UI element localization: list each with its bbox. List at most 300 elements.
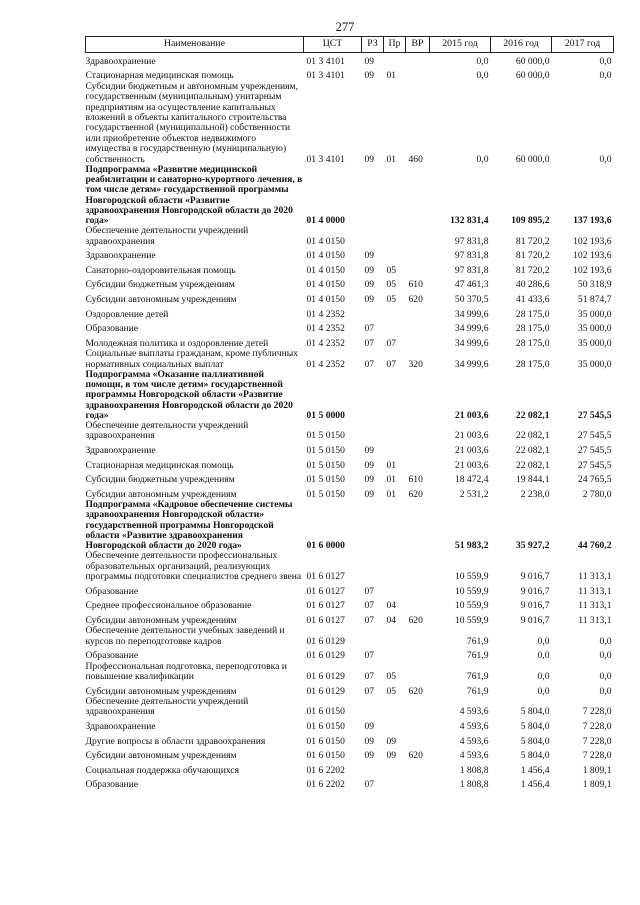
row-value-2016: 5 804,0	[520, 720, 550, 732]
row-vr	[406, 776, 430, 791]
row-value-2016: 81 720,2	[515, 250, 550, 262]
row-pr: 01	[386, 488, 397, 500]
row-pr	[384, 718, 406, 733]
row-value-2016: 28 175,0	[515, 337, 550, 349]
row-vr	[406, 67, 430, 82]
row-value-2017: 35 000,0	[577, 308, 612, 320]
row-rz: 09	[364, 750, 375, 762]
row-pr	[384, 762, 406, 777]
row-value-2016: 22 082,1	[515, 459, 550, 471]
row-cst: 01 6 0127	[306, 585, 345, 597]
row-value-2017: 11 313,1	[578, 614, 612, 626]
row-value-2016: 0,0	[537, 685, 550, 697]
table-row	[86, 486, 614, 501]
row-cst: 01 6 0127	[306, 614, 345, 626]
row-value-2017: 1 809,1	[582, 764, 612, 776]
row-value-2017: 102 193,6	[573, 235, 612, 247]
row-rz: 09	[364, 70, 375, 82]
row-pr: 01	[386, 70, 397, 82]
row-name: Образование	[85, 323, 139, 335]
row-vr	[406, 226, 430, 247]
table-row	[86, 247, 614, 262]
row-pr: 04	[386, 600, 397, 612]
row-pr: 05	[386, 670, 397, 682]
row-vr	[406, 305, 430, 320]
row-rz: 09	[364, 153, 375, 165]
row-rz: 07	[364, 685, 375, 697]
row-name: Субсидии автономным учреждениям	[85, 750, 237, 762]
row-value-2017: 11 313,1	[578, 570, 612, 582]
row-value-2016: 41 433,6	[515, 293, 550, 305]
row-rz: 09	[364, 459, 375, 471]
row-name: Здравоохранение	[85, 55, 156, 67]
row-rz: 07	[364, 358, 375, 370]
row-value-2017: 35 000,0	[577, 323, 612, 335]
row-value-2016: 60 000,0	[515, 55, 550, 67]
table-row	[86, 747, 614, 762]
row-vr: 320	[408, 358, 423, 370]
row-name: Обеспечение деятельности учреждений здравоохранения	[85, 419, 249, 442]
row-name: Профессиональная подготовка, переподготовка и повышение квалификации	[85, 660, 287, 682]
row-cst: 01 6 0000	[306, 539, 345, 551]
row-rz	[362, 370, 384, 421]
row-cst: 01 4 0150	[306, 250, 345, 262]
row-pr	[384, 226, 406, 247]
row-value-2015: 10 559,9	[454, 600, 489, 612]
row-value-2017: 7 228,0	[582, 735, 612, 747]
row-value-2016: 22 082,1	[515, 430, 550, 442]
row-value-2015: 34 999,6	[454, 308, 489, 320]
row-value-2015: 21 003,6	[454, 444, 489, 456]
row-cst: 01 6 0150	[306, 720, 345, 732]
row-cst: 01 3 4101	[306, 70, 345, 82]
row-value-2017: 24 765,5	[577, 474, 612, 486]
row-value-2015: 4 593,6	[459, 706, 489, 718]
row-pr	[384, 776, 406, 791]
row-value-2015: 761,9	[466, 685, 489, 697]
row-pr: 01	[386, 153, 397, 165]
table-row	[86, 612, 614, 627]
row-pr	[384, 551, 406, 582]
row-pr	[384, 305, 406, 320]
header-2015: 2015 год	[430, 37, 491, 53]
table-row	[86, 718, 614, 733]
row-vr: 620	[408, 293, 423, 305]
table-row	[86, 471, 614, 486]
row-cst: 01 4 0150	[306, 264, 345, 276]
row-value-2015: 10 559,9	[454, 614, 489, 626]
row-value-2016: 0,0	[537, 650, 550, 662]
row-value-2017: 50 318,9	[577, 279, 612, 291]
row-value-2015: 51 983,2	[454, 539, 489, 551]
row-cst: 01 6 0150	[306, 735, 345, 747]
table-row	[86, 305, 614, 320]
table-row	[86, 276, 614, 291]
row-value-2015: 1 808,8	[459, 779, 489, 791]
row-value-2016: 22 082,1	[515, 409, 550, 421]
row-name: Молодежная политика и оздоровление детей	[85, 337, 269, 349]
row-pr: 05	[386, 685, 397, 697]
row-value-2017: 0,0	[599, 635, 612, 647]
row-cst: 01 6 0150	[306, 750, 345, 762]
row-pr: 07	[386, 358, 397, 370]
row-pr	[384, 697, 406, 718]
row-cst: 01 6 2202	[306, 779, 345, 791]
row-name: Образование	[85, 779, 139, 791]
row-rz: 09	[364, 250, 375, 262]
row-vr	[406, 582, 430, 597]
table-row	[86, 226, 614, 247]
row-value-2015: 21 003,6	[454, 409, 489, 421]
row-name: Субсидии автономным учреждениям	[85, 614, 237, 626]
row-cst: 01 6 0129	[306, 670, 345, 682]
row-value-2016: 9 016,7	[520, 600, 550, 612]
budget-table	[85, 36, 614, 791]
header-vr: ВР	[406, 37, 430, 53]
row-vr	[406, 732, 430, 747]
row-value-2015: 0,0	[476, 153, 489, 165]
row-rz: 07	[364, 585, 375, 597]
header-rz: РЗ	[362, 37, 384, 53]
table-row	[86, 597, 614, 612]
row-pr: 05	[386, 293, 397, 305]
row-pr: 04	[386, 614, 397, 626]
row-vr: 460	[408, 153, 423, 165]
table-row	[86, 776, 614, 791]
row-vr: 620	[408, 488, 423, 500]
row-vr: 620	[408, 750, 423, 762]
row-vr	[406, 370, 430, 421]
row-vr	[406, 662, 430, 683]
row-value-2017: 11 313,1	[578, 600, 612, 612]
row-value-2017: 35 000,0	[577, 337, 612, 349]
row-vr	[406, 165, 430, 226]
row-value-2016: 9 016,7	[520, 570, 550, 582]
row-cst: 01 4 0150	[306, 279, 345, 291]
row-pr: 05	[386, 279, 397, 291]
table-header	[86, 37, 614, 53]
row-name: Стационарная медицинская помощь	[85, 459, 234, 471]
row-rz: 07	[364, 614, 375, 626]
row-cst: 01 3 4101	[306, 153, 345, 165]
row-cst: 01 6 0127	[306, 570, 345, 582]
row-name: Оздоровление детей	[85, 308, 169, 320]
row-value-2015: 10 559,9	[454, 570, 489, 582]
row-value-2016: 9 016,7	[520, 585, 550, 597]
row-value-2017: 0,0	[599, 153, 612, 165]
row-value-2016: 28 175,0	[515, 308, 550, 320]
row-name: Образование	[85, 650, 139, 662]
row-value-2015: 4 593,6	[459, 750, 489, 762]
table-row	[86, 626, 614, 647]
row-value-2017: 27 545,5	[577, 409, 612, 421]
row-value-2017: 7 228,0	[582, 720, 612, 732]
row-value-2015: 97 831,8	[454, 264, 489, 276]
row-rz	[362, 762, 384, 777]
row-cst: 01 5 0150	[306, 459, 345, 471]
row-value-2015: 132 831,4	[450, 214, 489, 226]
row-value-2015: 10 559,9	[454, 585, 489, 597]
table-row	[86, 647, 614, 662]
table-row	[86, 762, 614, 777]
row-cst: 01 4 2352	[306, 308, 345, 320]
row-value-2016: 5 804,0	[520, 735, 550, 747]
row-vr	[406, 647, 430, 662]
table-row	[86, 500, 614, 551]
table-row	[86, 165, 614, 226]
row-value-2016: 60 000,0	[515, 70, 550, 82]
row-rz: 09	[364, 55, 375, 67]
row-pr	[384, 165, 406, 226]
row-rz	[362, 697, 384, 718]
row-pr	[384, 320, 406, 335]
header-pr: Пр	[384, 37, 406, 53]
row-pr: 09	[386, 735, 397, 747]
row-vr: 620	[408, 614, 423, 626]
row-cst: 01 6 0127	[306, 600, 345, 612]
row-vr: 610	[408, 279, 423, 291]
row-value-2017: 27 545,5	[577, 430, 612, 442]
row-value-2016: 109 895,2	[511, 214, 550, 226]
page-number: 277	[335, 20, 355, 34]
row-pr: 01	[386, 474, 397, 486]
row-value-2015: 34 999,6	[454, 337, 489, 349]
row-name: Субсидии бюджетным учреждениям	[85, 279, 235, 291]
row-cst: 01 6 0150	[306, 706, 345, 718]
table-row	[86, 320, 614, 335]
row-pr	[384, 582, 406, 597]
row-value-2015: 34 999,6	[454, 358, 489, 370]
row-value-2017: 27 545,5	[577, 444, 612, 456]
row-pr: 07	[386, 337, 397, 349]
table-row	[86, 262, 614, 277]
row-value-2017: 35 000,0	[577, 358, 612, 370]
table-row	[86, 551, 614, 582]
row-vr	[406, 500, 430, 551]
row-vr: 610	[408, 474, 423, 486]
row-name: Субсидии бюджетным и автономным учреждениям, государственным (муниципальным) унитарным предприятиям на осуществление капитальных вложений в объекты капитального строительства государственной (муниципальной) собственности или приобретение объектов недвижимого имущества в государственную (муниципальную) собственность	[85, 80, 299, 165]
row-value-2017: 0,0	[599, 55, 612, 67]
row-cst: 01 4 2352	[306, 337, 345, 349]
row-rz: 09	[364, 720, 375, 732]
row-value-2017: 11 313,1	[578, 585, 612, 597]
table-row	[86, 421, 614, 442]
row-cst: 01 4 2352	[306, 358, 345, 370]
row-pr	[384, 442, 406, 457]
row-value-2016: 28 175,0	[515, 358, 550, 370]
row-vr	[406, 247, 430, 262]
row-cst: 01 4 0150	[306, 293, 345, 305]
row-value-2017: 0,0	[599, 70, 612, 82]
row-rz: 07	[364, 779, 375, 791]
row-value-2017: 7 228,0	[582, 706, 612, 718]
row-rz: 07	[364, 650, 375, 662]
header-2016: 2016 год	[491, 37, 552, 53]
row-cst: 01 4 2352	[306, 323, 345, 335]
row-value-2016: 40 286,6	[515, 279, 550, 291]
row-vr	[406, 456, 430, 471]
row-cst: 01 5 0150	[306, 488, 345, 500]
row-value-2016: 81 720,2	[515, 235, 550, 247]
row-value-2015: 18 472,4	[454, 474, 489, 486]
row-vr	[406, 697, 430, 718]
row-vr	[406, 762, 430, 777]
row-cst: 01 5 0150	[306, 444, 345, 456]
row-rz	[362, 165, 384, 226]
row-name: Санаторно-оздоровительная помощь	[85, 264, 236, 276]
row-value-2017: 0,0	[599, 685, 612, 697]
table-row	[86, 291, 614, 306]
row-value-2017: 102 193,6	[573, 264, 612, 276]
row-rz: 07	[364, 337, 375, 349]
row-rz	[362, 500, 384, 551]
row-cst: 01 6 0129	[306, 650, 345, 662]
row-rz	[362, 226, 384, 247]
row-value-2015: 0,0	[476, 70, 489, 82]
row-value-2017: 2 780,0	[582, 488, 612, 500]
row-value-2017: 7 228,0	[582, 750, 612, 762]
row-value-2017: 137 193,6	[573, 214, 612, 226]
row-cst: 01 5 0150	[306, 474, 345, 486]
row-value-2015: 4 593,6	[459, 735, 489, 747]
row-value-2016: 1 456,4	[520, 764, 550, 776]
table-row	[86, 349, 614, 370]
row-rz	[362, 305, 384, 320]
row-vr	[406, 53, 430, 68]
row-cst: 01 5 0150	[306, 430, 345, 442]
row-value-2017: 1 809,1	[582, 779, 612, 791]
row-rz: 07	[364, 323, 375, 335]
row-rz: 09	[364, 279, 375, 291]
row-name: Подпрограмма «Развитие медицинской реабилитации и санаторно-курортного лечения, в том числе детям» государственной программы Новгородской области «Развитие здравоохранения Новгородской области до 2020 года»	[85, 163, 303, 226]
table-row	[86, 442, 614, 457]
row-pr	[384, 53, 406, 68]
row-rz: 09	[364, 264, 375, 276]
row-pr: 05	[386, 264, 397, 276]
row-vr	[406, 597, 430, 612]
table-row	[86, 582, 614, 597]
row-value-2017: 102 193,6	[573, 250, 612, 262]
row-cst: 01 3 4101	[306, 55, 345, 67]
table-row	[86, 732, 614, 747]
row-vr	[406, 626, 430, 647]
row-rz: 07	[364, 670, 375, 682]
row-rz	[362, 551, 384, 582]
row-value-2017: 0,0	[599, 670, 612, 682]
row-cst: 01 4 0000	[306, 214, 345, 226]
row-name: Обеспечение деятельности учреждений здравоохранения	[85, 695, 249, 718]
row-pr	[384, 421, 406, 442]
row-rz: 09	[364, 444, 375, 456]
row-value-2015: 1 808,8	[459, 764, 489, 776]
row-value-2016: 5 804,0	[520, 706, 550, 718]
row-vr	[406, 718, 430, 733]
row-value-2016: 0,0	[537, 670, 550, 682]
table-row	[86, 53, 614, 68]
row-name: Образование	[85, 585, 139, 597]
row-rz: 07	[364, 600, 375, 612]
row-value-2015: 97 831,8	[454, 235, 489, 247]
table-row	[86, 335, 614, 350]
row-value-2017: 44 760,2	[577, 539, 612, 551]
row-name: Другие вопросы в области здравоохранения	[85, 735, 266, 747]
row-value-2016: 0,0	[537, 635, 550, 647]
row-name: Обеспечение деятельности учреждений здравоохранения	[85, 225, 249, 247]
table-row	[86, 370, 614, 421]
row-name: Субсидии автономным учреждениям	[85, 685, 237, 697]
row-rz: 09	[364, 474, 375, 486]
row-vr	[406, 320, 430, 335]
row-vr	[406, 421, 430, 442]
row-value-2016: 81 720,2	[515, 264, 550, 276]
row-value-2017: 51 874,7	[577, 293, 612, 305]
row-name: Среднее профессиональное образование	[85, 600, 252, 612]
row-name: Субсидии автономным учреждениям	[85, 488, 237, 500]
row-name: Субсидии бюджетным учреждениям	[85, 474, 235, 486]
header-cst: ЦСТ	[304, 37, 362, 53]
row-name: Здравоохранение	[85, 720, 156, 732]
row-vr	[406, 335, 430, 350]
row-name: Подпрограмма «Кадровое обеспечение системы здравоохранения Новгородской области» государственной программы Новгородской области «Развитие здравоохранения Новгородской области до 2020 года»	[85, 499, 293, 551]
row-rz: 09	[364, 488, 375, 500]
row-pr	[384, 626, 406, 647]
row-name: Здравоохранение	[85, 444, 156, 456]
row-value-2016: 2 238,0	[520, 488, 550, 500]
row-value-2015: 761,9	[466, 670, 489, 682]
row-rz	[362, 626, 384, 647]
row-value-2016: 35 927,2	[515, 539, 550, 551]
row-rz	[362, 421, 384, 442]
row-name: Подпрограмма «Оказание паллиативной помощи, в том числе детям» государственной программы Новгородской области «Развитие здравоохранения Новгородской области до 2020 года»	[85, 368, 293, 421]
row-value-2015: 4 593,6	[459, 720, 489, 732]
row-value-2016: 60 000,0	[515, 153, 550, 165]
row-value-2015: 21 003,6	[454, 459, 489, 471]
row-vr: 620	[408, 685, 423, 697]
row-name: Здравоохранение	[85, 250, 156, 262]
row-value-2015: 34 999,6	[454, 323, 489, 335]
row-rz: 09	[364, 735, 375, 747]
row-cst: 01 5 0000	[306, 409, 345, 421]
row-vr	[406, 262, 430, 277]
row-value-2016: 9 016,7	[520, 614, 550, 626]
table-body	[86, 53, 614, 791]
header-name: Наименование	[86, 37, 304, 53]
row-vr	[406, 442, 430, 457]
row-pr	[384, 647, 406, 662]
row-name: Обеспечение деятельности профессиональных образовательных организаций, реализующих программы подготовки специалистов среднего звена	[85, 550, 302, 582]
row-value-2015: 97 831,8	[454, 250, 489, 262]
row-pr	[384, 247, 406, 262]
table-row	[86, 662, 614, 683]
row-value-2015: 761,9	[466, 635, 489, 647]
row-value-2016: 19 844,1	[515, 474, 550, 486]
row-pr: 01	[386, 459, 397, 471]
row-cst: 01 6 0129	[306, 685, 345, 697]
row-name: Субсидии автономным учреждениям	[85, 293, 237, 305]
row-vr	[406, 551, 430, 582]
row-value-2016: 5 804,0	[520, 750, 550, 762]
table-row	[86, 697, 614, 718]
row-rz: 09	[364, 293, 375, 305]
row-pr	[384, 370, 406, 421]
table-row	[86, 682, 614, 697]
row-name: Социальная поддержка обучающихся	[85, 764, 240, 776]
header-2017: 2017 год	[552, 37, 614, 53]
row-name: Стационарная медицинская помощь	[85, 70, 234, 82]
row-cst: 01 6 2202	[306, 764, 345, 776]
row-name: Обеспечение деятельности учебных заведений и курсов по переподготовке кадров	[85, 625, 285, 647]
row-value-2015: 50 370,5	[454, 293, 489, 305]
